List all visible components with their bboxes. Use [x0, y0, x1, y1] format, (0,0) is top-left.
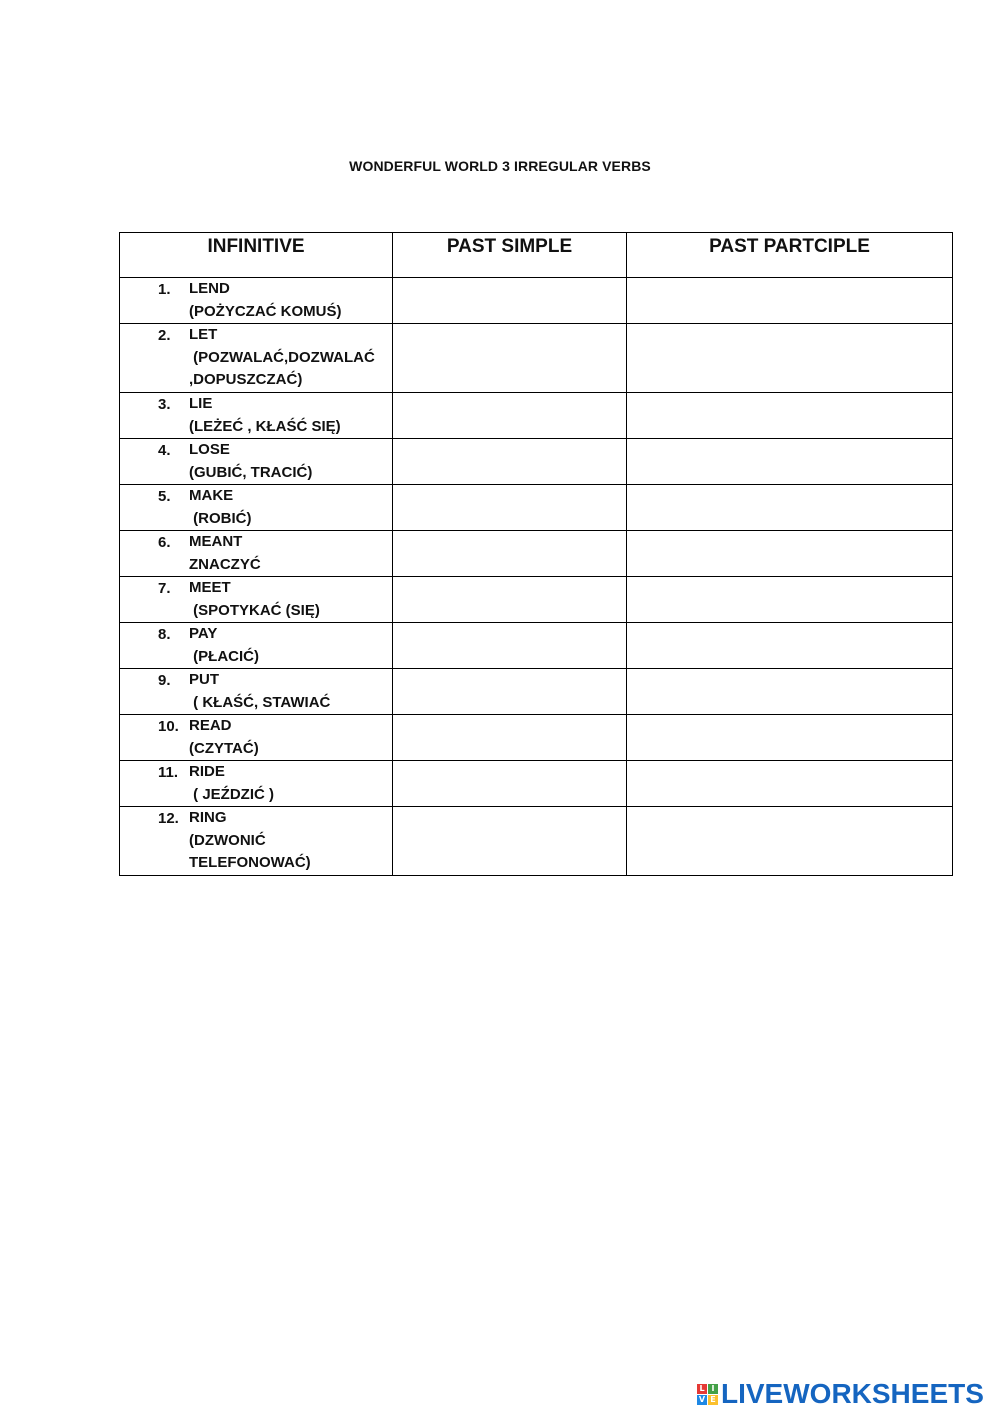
table-header-row [120, 233, 953, 278]
table-row [120, 393, 953, 439]
infinitive-cell [120, 324, 393, 393]
verb-infinitive: PUT [189, 671, 219, 688]
infinitive-cell [120, 485, 393, 531]
verb-translation: ( KŁAŚĆ, STAWIAĆ [189, 693, 331, 711]
past-participle-answer-field[interactable] [627, 485, 953, 531]
verb-infinitive: LET [189, 326, 218, 343]
table-row [120, 761, 953, 807]
row-number: 9. [158, 672, 171, 689]
past-simple-answer-field[interactable] [393, 761, 627, 807]
infinitive-cell [120, 807, 393, 876]
table-row [120, 439, 953, 485]
badge-letter: V [698, 1394, 706, 1404]
past-simple-answer-field[interactable] [393, 393, 627, 439]
row-number: 12. [158, 810, 179, 827]
header-past-participle: PAST PARTCIPLE [627, 233, 953, 278]
header-past-simple: PAST SIMPLE [393, 233, 627, 278]
verb-translation: (DZWONIĆ [189, 831, 266, 849]
infinitive-cell [120, 278, 393, 324]
row-number: 7. [158, 580, 171, 597]
verb-translation: TELEFONOWAĆ) [189, 854, 311, 871]
verb-translation: (CZYTAĆ) [189, 739, 259, 757]
infinitive-cell [120, 669, 393, 715]
table-row [120, 531, 953, 577]
verb-infinitive: RIDE [189, 763, 225, 780]
infinitive-cell [120, 393, 393, 439]
verb-translation: (PŁACIĆ) [189, 647, 259, 665]
past-participle-answer-field[interactable] [627, 577, 953, 623]
past-simple-answer-field[interactable] [393, 577, 627, 623]
table-row [120, 623, 953, 669]
verb-translation: (SPOTYKAĆ (SIĘ) [189, 601, 320, 619]
row-number: 4. [158, 442, 171, 459]
row-number: 10. [158, 718, 179, 735]
verb-translation: (GUBIĆ, TRACIĆ) [189, 463, 313, 481]
past-simple-answer-field[interactable] [393, 324, 627, 393]
infinitive-cell [120, 531, 393, 577]
liveworksheets-badge-icon [697, 1384, 718, 1405]
badge-letter: L [697, 1384, 707, 1394]
past-participle-answer-field[interactable] [627, 761, 953, 807]
verb-infinitive: READ [189, 717, 232, 734]
past-simple-answer-field[interactable] [393, 669, 627, 715]
past-participle-answer-field[interactable] [627, 278, 953, 324]
table-row [120, 485, 953, 531]
past-simple-answer-field[interactable] [393, 715, 627, 761]
verb-translation: (POZWALAĆ,DOZWALAĆ [189, 348, 375, 366]
header-infinitive: INFINITIVE [120, 233, 393, 278]
row-number: 3. [158, 396, 171, 413]
past-simple-answer-field[interactable] [393, 485, 627, 531]
liveworksheets-logo [697, 1378, 984, 1410]
past-participle-answer-field[interactable] [627, 669, 953, 715]
table-row [120, 669, 953, 715]
verb-infinitive: RING [189, 809, 227, 826]
verb-infinitive: MEANT [189, 533, 243, 550]
logo-text: LIVEWORKSHEETS [721, 1378, 984, 1409]
table-row [120, 577, 953, 623]
row-number: 8. [158, 626, 171, 643]
past-participle-answer-field[interactable] [627, 393, 953, 439]
table-row [120, 324, 953, 393]
infinitive-cell [120, 577, 393, 623]
verb-translation: ( JEŹDZIĆ ) [189, 785, 274, 803]
verb-translation: ,DOPUSZCZAĆ) [189, 371, 303, 388]
verb-infinitive: MAKE [189, 487, 234, 504]
past-participle-answer-field[interactable] [627, 324, 953, 393]
past-participle-answer-field[interactable] [627, 439, 953, 485]
row-number: 6. [158, 534, 171, 551]
verb-translation: (POŻYCZAĆ KOMUŚ) [189, 302, 342, 320]
row-number: 5. [158, 488, 171, 505]
past-simple-answer-field[interactable] [393, 531, 627, 577]
past-simple-answer-field[interactable] [393, 278, 627, 324]
verb-infinitive: LOSE [189, 441, 230, 458]
verb-translation: (ROBIĆ) [189, 509, 252, 527]
page-title: WONDERFUL WORLD 3 IRREGULAR VERBS [349, 158, 651, 174]
infinitive-cell [120, 761, 393, 807]
infinitive-cell [120, 623, 393, 669]
past-simple-answer-field[interactable] [393, 623, 627, 669]
table-row [120, 278, 953, 324]
past-simple-answer-field[interactable] [393, 807, 627, 876]
verb-infinitive: LIE [189, 395, 213, 412]
past-participle-answer-field[interactable] [627, 531, 953, 577]
table-row [120, 807, 953, 876]
verb-translation: ZNACZYĆ [189, 555, 261, 573]
verb-translation: (LEŻEĆ , KŁAŚĆ SIĘ) [189, 417, 341, 435]
past-participle-answer-field[interactable] [627, 623, 953, 669]
verb-infinitive: PAY [189, 625, 218, 642]
past-simple-answer-field[interactable] [393, 439, 627, 485]
badge-letter: E [708, 1395, 718, 1405]
infinitive-cell [120, 715, 393, 761]
irregular-verbs-table [119, 232, 953, 876]
infinitive-cell [120, 439, 393, 485]
row-number: 2. [158, 327, 171, 344]
past-participle-answer-field[interactable] [627, 807, 953, 876]
row-number: 11. [158, 764, 179, 781]
verb-infinitive: LEND [189, 280, 230, 297]
past-participle-answer-field[interactable] [627, 715, 953, 761]
verb-infinitive: MEET [189, 579, 231, 596]
row-number: 1. [158, 281, 171, 298]
badge-letter: I [708, 1384, 718, 1394]
table-row [120, 715, 953, 761]
